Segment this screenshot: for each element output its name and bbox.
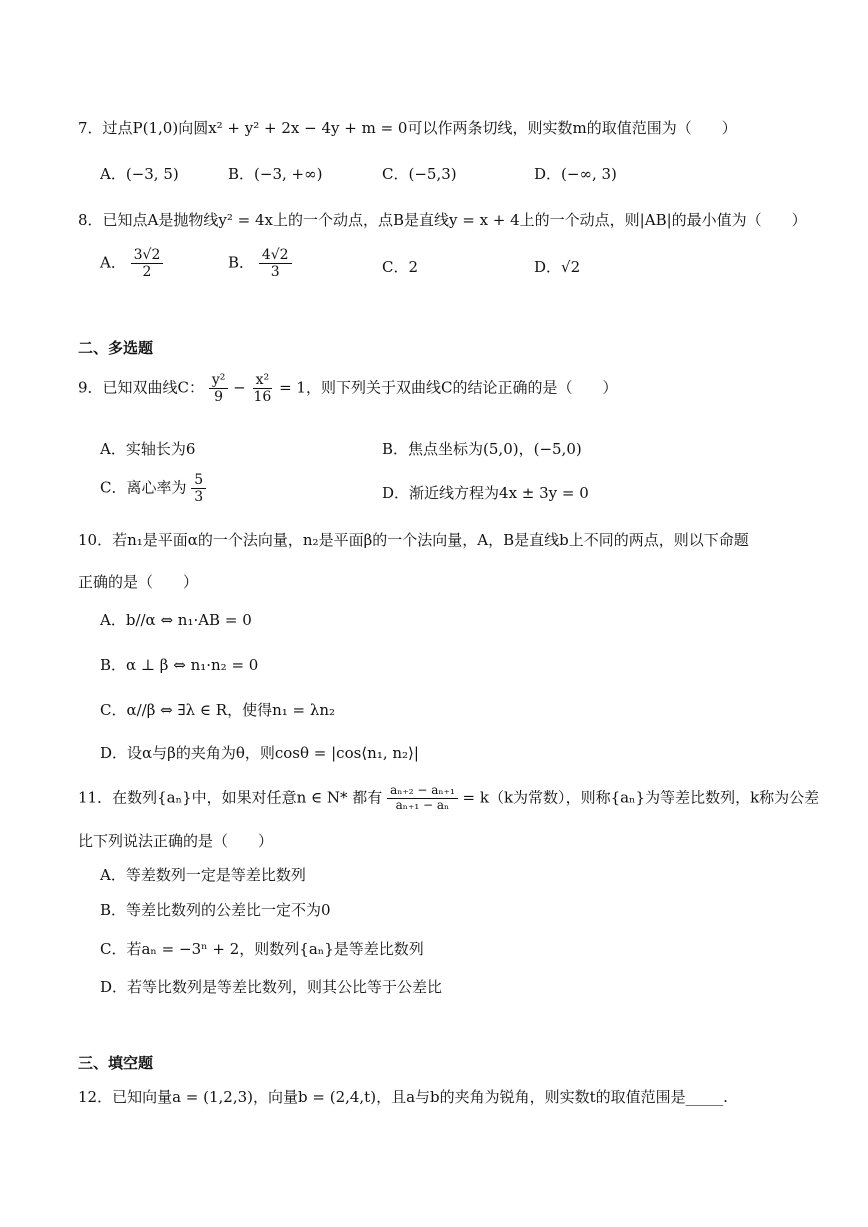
q10-option-a [100,609,252,630]
minus-sign: − [233,378,246,397]
q9-option-d [382,482,589,503]
q9-option-b [382,438,582,459]
option-text: 等差比数列的公差比一定不为0 [126,901,331,919]
option-label: A． [100,866,126,884]
q9-option-c [100,472,206,505]
option-text: b//α ⇔ n₁·AB = 0 [125,611,252,629]
fraction-x2-over-16: $\frac{\text{x²}}{16}$ [253,372,272,406]
stem-text: = k（k为常数），则称{aₙ}为等差比数列，k称为公差 [462,788,820,807]
q7-option-a [100,163,179,184]
option-text: 设α与β的夹角为θ，则cosθ = |cos⟨n₁, n₂⟩| [127,744,419,762]
option-label: D． [382,484,410,502]
q11-option-d [100,976,442,997]
q11-option-a [100,864,306,885]
question-11-stem-line1 [78,784,819,813]
option-text: α ⊥ β ⇔ n₁·n₂ = 0 [126,656,259,674]
q11-option-c [100,938,424,959]
question-9-stem [78,372,617,405]
q7-option-c [382,163,457,184]
stem-text: 11．在数列{aₙ}中，如果对任意n ∈ N* 都有 [78,788,383,807]
stem-text: 9．已知双曲线C： [78,378,205,397]
option-label: A． [100,165,126,183]
option-text: 离心率为 [126,478,187,497]
fraction-y2-over-9: $\frac{\text{y²}}{9}$ [209,372,229,405]
option-text: 渐近线方程为4x ± 3y = 0 [409,484,589,502]
option-label: D． [534,258,562,276]
option-text: (−5,3) [408,165,457,183]
option-label: B． [100,901,127,919]
question-12-stem: 12．已知向量a = (1,2,3)，向量b = (2,4,t)，且a与b的夹角为锐角，则实数t的取值范围是_____. [78,1088,728,1106]
option-label: B． [382,440,409,458]
option-label: C． [382,258,409,276]
question-10-stem-line1: 10．若n₁是平面α的一个法向量，n₂是平面β的一个法向量，A，B是直线b上不同的两点，则以下命题 [78,531,749,549]
fraction: $\frac{4√2}{3}$ [259,247,292,280]
q10-option-d [100,742,419,763]
question-8-stem: 8．已知点A是抛物线y² = 4x上的一个动点，点B是直线y = x + 4上的一个动点，则|AB|的最小值为（ ） [78,211,807,229]
option-text: 等差数列一定是等差比数列 [125,866,306,884]
option-label: D． [534,165,562,183]
section-title-fill-in-blank: 三、填空题 [78,1054,154,1072]
stem-text: = 1，则下列关于双曲线C的结论正确的是（ ） [279,378,618,397]
option-text: 若等比数列是等差比数列，则其公比等于公差比 [127,978,443,996]
option-label: C． [100,940,127,958]
option-text: α//β ⇔ ∃λ ∈ R，使得n₁ = λn₂ [126,701,336,719]
option-text: (−3, +∞) [254,165,323,183]
option-label: C． [100,478,127,497]
q10-option-b [100,654,258,675]
option-label: B． [100,656,127,674]
option-label: D． [100,744,128,762]
option-text: (−∞, 3) [561,165,617,183]
option-text: 若aₙ = −3ⁿ + 2，则数列{aₙ}是等差比数列 [126,940,424,958]
question-7-stem: 7．过点P(1,0)向圆x² + y² + 2x − 4y + m = 0可以作两条切线，则实数m的取值范围为（ ） [78,119,737,137]
q7-option-b [228,163,322,184]
option-text: 2 [408,258,419,276]
option-label: B． [228,253,255,272]
option-text: 实轴长为6 [125,440,196,458]
option-text: √2 [561,258,581,276]
option-label: A． [100,253,126,272]
option-text: 焦点坐标为(5,0)，(−5,0) [408,440,582,458]
option-label: C． [382,165,409,183]
question-10-stem-line2: 正确的是（ ） [78,573,199,591]
section-title-multiple-choice: 二、多选题 [78,339,154,357]
option-label: B． [228,165,255,183]
q9-option-a [100,438,195,459]
q7-option-d [534,163,617,184]
q8-option-a [100,247,163,280]
q8-option-b [228,247,292,280]
option-label: A． [100,440,126,458]
q11-option-b [100,899,331,920]
fraction-common-ratio: $\frac{\text{aₙ₊₂ − aₙ₊₁}}{\text{aₙ₊₁ − aₙ}}$ [387,784,458,813]
fraction: $\frac{5}{3}$ [191,472,206,505]
option-text: (−3, 5) [125,165,179,183]
question-11-stem-line2: 比下列说法正确的是（ ） [78,832,274,850]
option-label: D． [100,978,128,996]
q8-option-d [534,256,580,277]
fraction: $\frac{3√2}{2}$ [131,247,164,280]
q10-option-c [100,699,335,720]
q8-option-c [382,256,418,277]
option-label: A． [100,611,126,629]
option-label: C． [100,701,127,719]
